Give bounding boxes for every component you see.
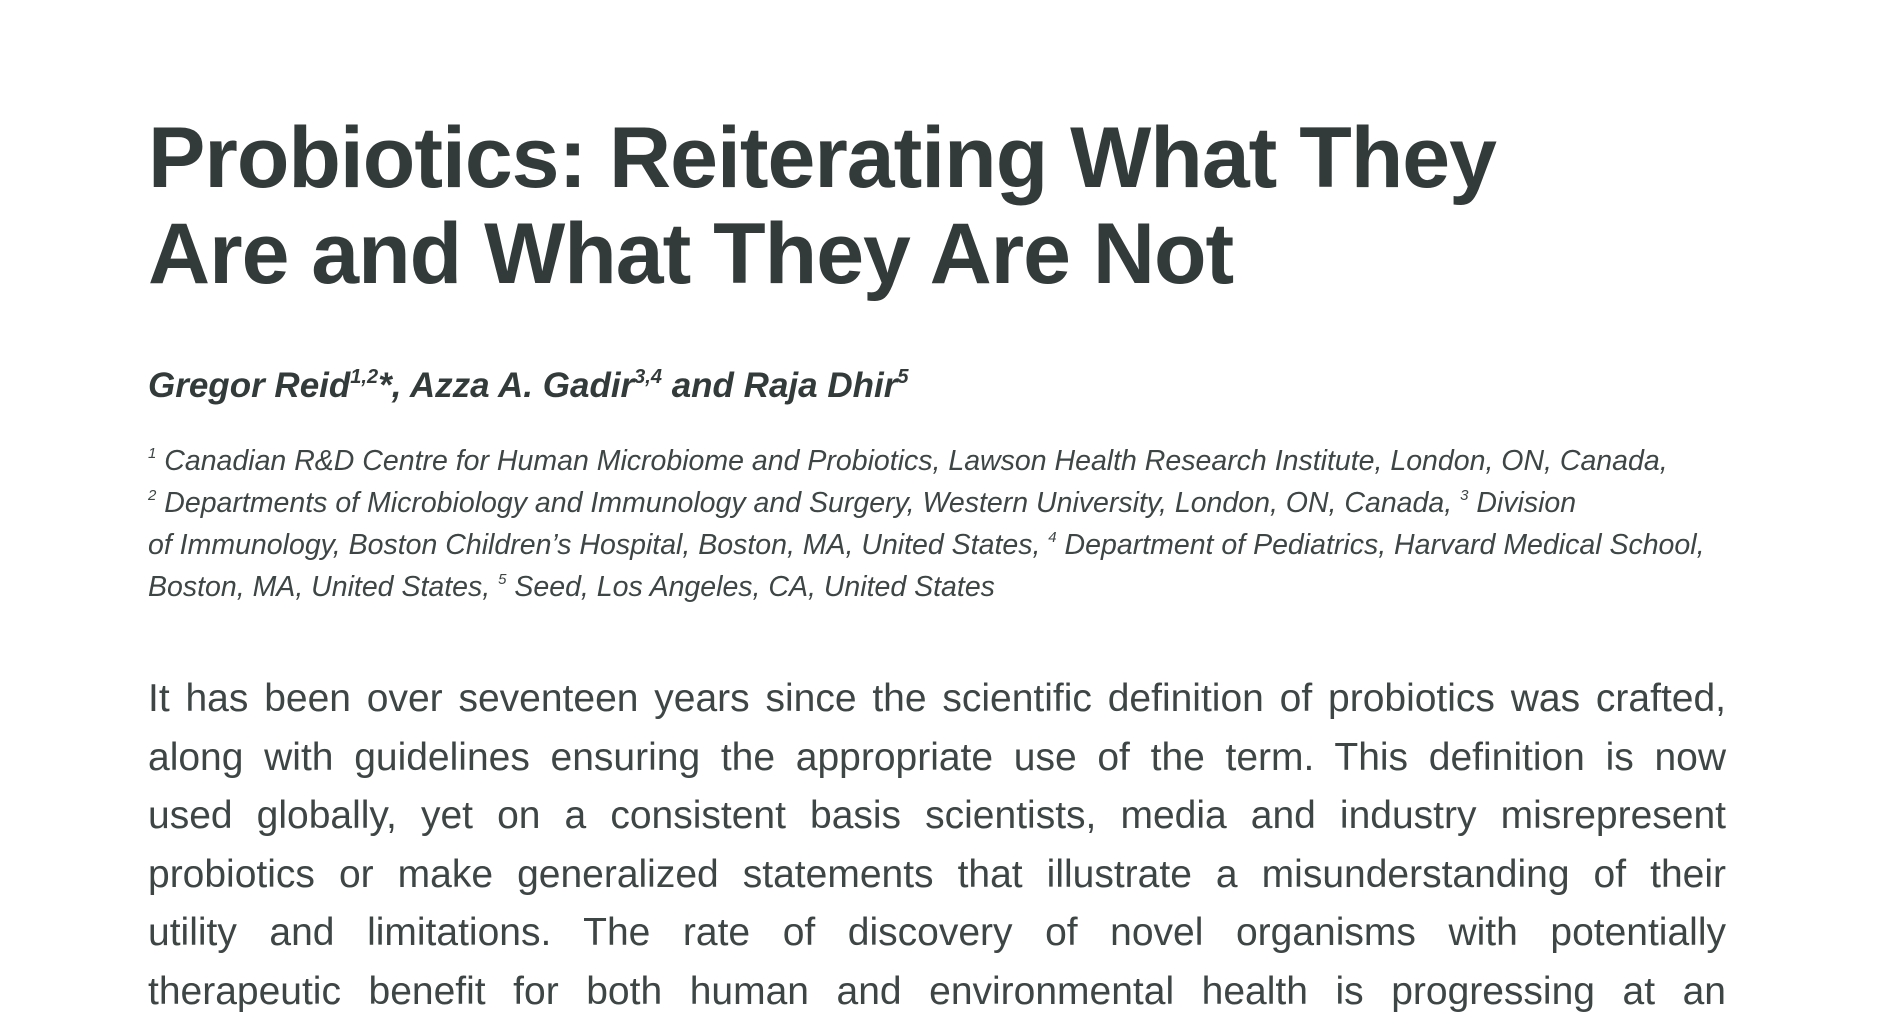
abstract-paragraph bbox=[148, 670, 1726, 1021]
author-list bbox=[148, 366, 1726, 406]
author-affiliation-marker: 1,2 bbox=[350, 366, 378, 388]
affiliation-marker: 2 bbox=[148, 487, 156, 504]
title-line-2: Are and What They Are Not bbox=[148, 206, 1726, 302]
author-affiliation-marker: 5 bbox=[897, 366, 908, 388]
author-affiliation-marker: 3,4 bbox=[634, 366, 662, 388]
affiliation-text: Seed, Los Angeles, CA, United States bbox=[506, 571, 994, 603]
affiliation-line bbox=[148, 566, 1726, 608]
affiliation-line bbox=[148, 440, 1726, 482]
affiliation-text: Boston, MA, United States, bbox=[148, 571, 498, 603]
author-connector: and bbox=[662, 366, 744, 405]
affiliation-text: of Immunology, Boston Children’s Hospital, Boston, MA, United States, bbox=[148, 529, 1048, 561]
author-name: Azza A. Gadir bbox=[410, 366, 634, 405]
abstract-line: used globally, yet on a consistent basis scientists, media and industry misrepresent bbox=[148, 787, 1726, 846]
article-first-page bbox=[148, 110, 1726, 1021]
author-name: Raja Dhir bbox=[744, 366, 898, 405]
abstract-line: probiotics or make generalized statements that illustrate a misunderstanding of their bbox=[148, 846, 1726, 905]
abstract-line: utility and limitations. The rate of discovery of novel organisms with potentially bbox=[148, 904, 1726, 963]
affiliation-text: Division bbox=[1468, 487, 1576, 519]
affiliation-text: Canadian R&D Centre for Human Microbiome and Probiotics, Lawson Health Research Institute, London, ON, Canada, bbox=[156, 445, 1667, 477]
abstract-line: It has been over seventeen years since the scientific definition of probiotics was crafted, bbox=[148, 670, 1726, 729]
affiliation-marker: 1 bbox=[148, 445, 156, 462]
corresponding-marker: *, bbox=[378, 366, 410, 405]
affiliation-line bbox=[148, 524, 1726, 566]
author-name: Gregor Reid bbox=[148, 366, 350, 405]
title-line-1: Probiotics: Reiterating What They bbox=[148, 110, 1726, 206]
article-title bbox=[148, 110, 1726, 302]
affiliation-marker: 4 bbox=[1048, 529, 1056, 546]
affiliation-text: Department of Pediatrics, Harvard Medical School, bbox=[1057, 529, 1705, 561]
abstract-line: therapeutic benefit for both human and environmental health is progressing at an bbox=[148, 963, 1726, 1021]
affiliation-text: Departments of Microbiology and Immunology and Surgery, Western University, London, ON, Canada, bbox=[156, 487, 1460, 519]
affiliation-marker: 3 bbox=[1460, 487, 1468, 504]
affiliation-marker: 5 bbox=[498, 571, 506, 588]
affiliations-block bbox=[148, 440, 1726, 608]
abstract-line: along with guidelines ensuring the appropriate use of the term. This definition is now bbox=[148, 729, 1726, 788]
affiliation-line bbox=[148, 482, 1726, 524]
